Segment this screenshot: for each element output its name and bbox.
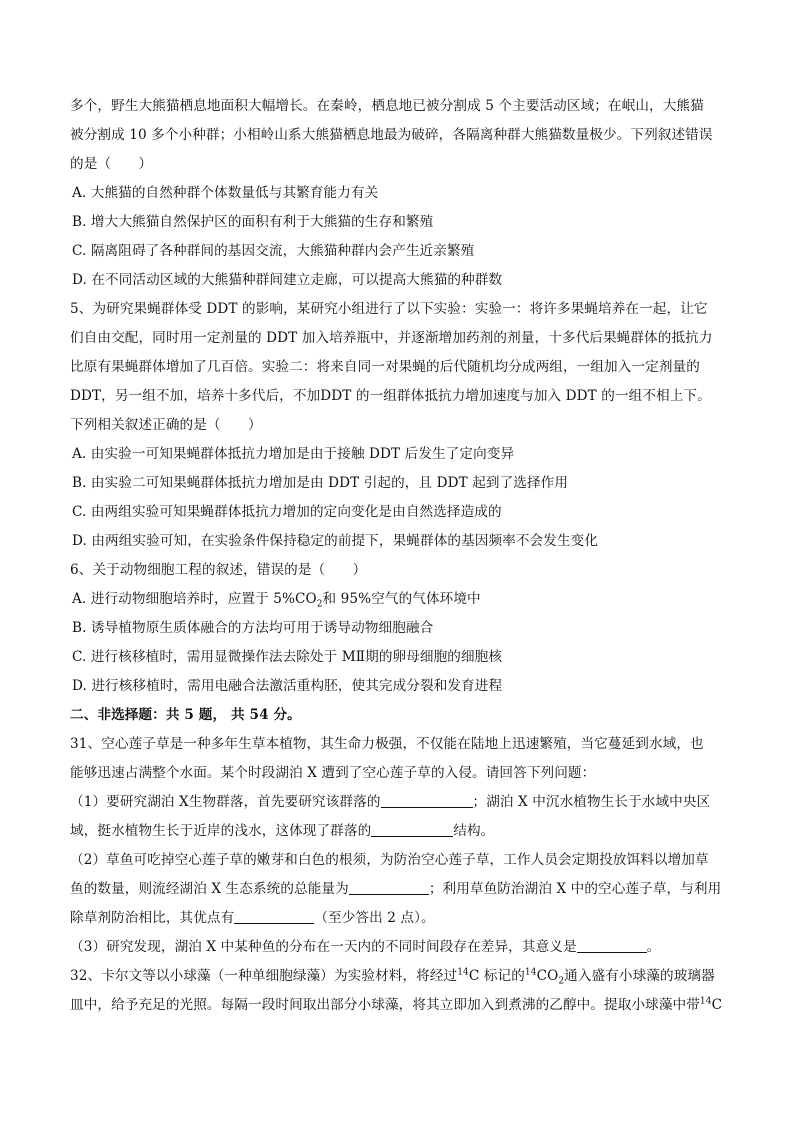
q32-l1-text-d: 通入盛有小球藻的玻璃器 xyxy=(564,968,715,984)
q31-p3-text-b: 。 xyxy=(646,939,661,955)
q6-option-d: D. 进行核移植时，需用电融合法激活重构胚，使其完成分裂和发育进程 xyxy=(72,678,503,694)
section-2-heading: 二、非选择题：共 5 题， 共 54 分。 xyxy=(70,707,301,723)
q32-l1-sub: 2 xyxy=(558,976,565,987)
q31-p1-text-d: 结构。 xyxy=(453,823,495,839)
question-4 xyxy=(70,92,736,295)
q31-part-1-line-1 xyxy=(70,788,736,817)
q6-stem: 6、关于动物细胞工程的叙述，错误的是（ ） xyxy=(70,562,367,578)
q32-l1-sup-1: 14 xyxy=(457,967,469,978)
q32-l2-sup: 14 xyxy=(699,996,712,1007)
q6-option-a-post: 和 95%空气的气体环境中 xyxy=(322,591,481,607)
q31-p2-text-e: （至少答出 2 点）。 xyxy=(314,910,435,926)
q32-l1-text-b: C 标记的 xyxy=(468,968,525,984)
q4-stem-line-2: 被分割成 10 多个小种群；小相岭山系大熊猫栖息地最为破碎，各隔离种群大熊猫数量极少。下列叙述错误 xyxy=(70,127,713,143)
question-5 xyxy=(70,295,736,556)
q5-stem-line-4: DDT，另一组不加，培养十多代后，不加DDT 的一组群体抵抗力增加速度与加入 DDT 的一组不相上下。 xyxy=(70,388,711,404)
q4-stem-line-3: 的是（ ） xyxy=(70,156,153,172)
q31-p2-blank-2[interactable] xyxy=(234,909,314,924)
q31-p1-blank-2[interactable] xyxy=(371,822,453,837)
q5-stem-line-1: 5、为研究果蝇群体受 DDT 的影响，某研究小组进行了以下实验：实验一：将许多果蝇培养在一起，让它 xyxy=(70,301,708,317)
q31-p2-blank-1[interactable] xyxy=(349,880,429,895)
q32-l1-sup-2: 14 xyxy=(524,967,537,978)
q5-stem-line-3: 比原有果蝇群体增加了几百倍。实验二：将来自同一对果蝇的后代随机均分成两组，一组加入一定剂量的 xyxy=(70,359,700,375)
q5-stem-line-5: 下列相关叙述正确的是（ ） xyxy=(70,417,262,433)
q31-stem-line-1: 31、空心莲子草是一种多年生草本植物，其生命力极强，不仅能在陆地上迅速繁殖，当它蔓延到水域，也 xyxy=(70,736,704,752)
q31-p1-text-b: ；湖泊 X 中沉水植物生长于水域中央区 xyxy=(472,794,711,810)
q32-stem-line-1 xyxy=(70,962,736,991)
q5-stem-line-2: 们自由交配，同时用一定剂量的 DDT 加入培养瓶中，并逐渐增加药剂的剂量，十多代后果蝇群体的抵抗力 xyxy=(70,330,713,346)
question-32 xyxy=(70,962,736,1020)
q31-part-2-line-2 xyxy=(70,875,736,904)
q6-option-a-sub: 2 xyxy=(316,599,323,610)
q4-option-d: D. 在不同活动区域的大熊猫种群间建立走廊，可以提高大熊猫的种群数 xyxy=(72,272,503,288)
q31-p2-text-d: 除草剂防治相比，其优点有 xyxy=(70,910,235,926)
q31-p1-text-a: （1）要研究湖泊 X生物群落，首先要研究该群落的 xyxy=(70,794,381,810)
q31-part-1-line-2 xyxy=(70,817,736,846)
question-6 xyxy=(70,556,736,701)
q31-p1-text-c: 域，挺水植物生长于近岸的浅水，这体现了群落的 xyxy=(70,823,372,839)
exam-page xyxy=(70,92,736,1020)
q5-option-b: B. 由实验二可知果蝇群体抵抗力增加是由 DDT 引起的，且 DDT 起到了选择作用 xyxy=(72,475,569,491)
question-31 xyxy=(70,730,736,962)
q32-l1-text-c: CO xyxy=(536,968,559,984)
q32-stem-line-2 xyxy=(70,991,736,1020)
q4-option-a: A. 大熊猫的自然种群个体数量低与其繁育能力有关 xyxy=(72,185,379,201)
q5-option-c: C. 由两组实验可知果蝇群体抵抗力增加的定向变化是由自然选择造成的 xyxy=(72,504,502,520)
q6-option-c: C. 进行核移植时，需用显微操作法去除处于 MⅡ期的卵母细胞的细胞核 xyxy=(72,649,503,665)
q31-p1-blank-1[interactable] xyxy=(381,793,473,808)
q4-option-b: B. 增大大熊猫自然保护区的面积有利于大熊猫的生存和繁殖 xyxy=(72,214,434,230)
q31-stem-line-2: 能够迅速占满整个水面。某个时段湖泊 X 遭到了空心莲子草的入侵。请回答下列问题： xyxy=(70,765,596,781)
q32-l2-text-b: C xyxy=(711,997,723,1013)
q6-option-b: B. 诱导植物原生质体融合的方法均可用于诱导动物细胞融合 xyxy=(72,620,434,636)
q31-p3-blank-1[interactable] xyxy=(577,938,647,953)
q6-option-a-pre: A. 进行动物细胞培养时，应置于 5%CO xyxy=(72,591,317,607)
q5-option-d: D. 由两组实验可知，在实验条件保持稳定的前提下，果蝇群体的基因频率不会发生变化 xyxy=(72,533,599,549)
q31-p3-text-a: （3）研究发现，湖泊 X 中某种鱼的分布在一天内的不同时间段存在差异，其意义是 xyxy=(70,939,577,955)
q4-option-c: C. 隔离阻碍了各种群间的基因交流，大熊猫种群内会产生近亲繁殖 xyxy=(72,243,475,259)
q4-stem-line-1: 多个，野生大熊猫栖息地面积大幅增长。在秦岭，栖息地已被分割成 5 个主要活动区域；在岷山，大熊猫 xyxy=(70,98,704,114)
q31-part-2-line-3 xyxy=(70,904,736,933)
q31-p2-text-b: 鱼的数量，则流经湖泊 X 生态系统的总能量为 xyxy=(70,881,349,897)
q5-option-a: A. 由实验一可知果蝇群体抵抗力增加是由于接触 DDT 后发生了定向变异 xyxy=(72,446,515,462)
q31-p2-text-c: ；利用草鱼防治湖泊 X 中的空心莲子草，与利用 xyxy=(428,881,722,897)
q32-l2-text-a: 皿中，给予充足的光照。每隔一段时间取出部分小球藻，将其立即加入到煮沸的乙醇中。提取小球藻中带 xyxy=(70,997,700,1013)
q31-part-3-line-1 xyxy=(70,933,736,962)
q32-l1-text-a: 32、卡尔文等以小球藻（一种单细胞绿藻）为实验材料，将经过 xyxy=(70,968,458,984)
q31-part-2-line-1: （2）草鱼可吃掉空心莲子草的嫩芽和白色的根须，为防治空心莲子草，工作人员会定期投放饵料以增加草 xyxy=(70,852,709,868)
q6-option-a xyxy=(70,585,736,614)
